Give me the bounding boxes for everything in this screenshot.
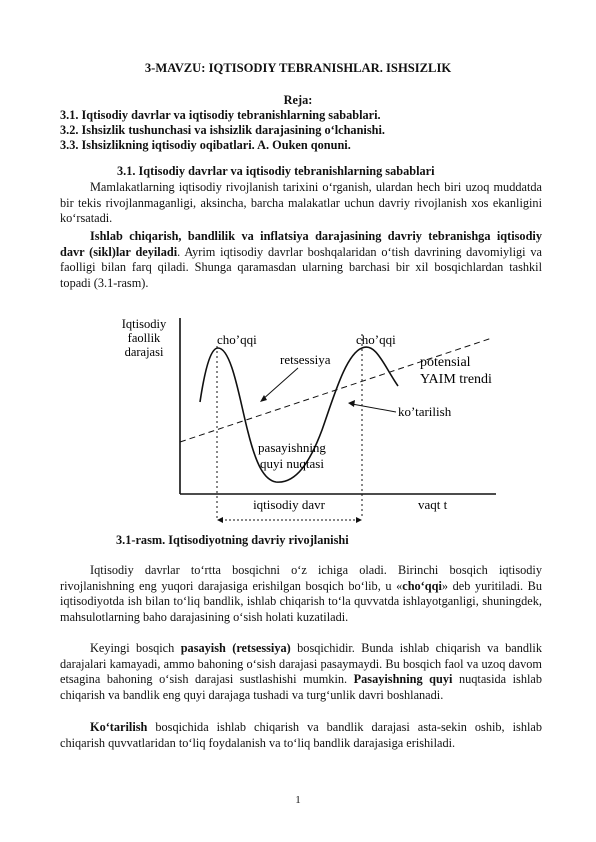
paragraph-4 <box>60 641 542 703</box>
paragraph-1: Mamlakatlarning iqtisodiy rivojlanish tarixini o‘rganish, ulardan hech biri uzoq muddatda bir tekis rivojlanmaganligi, aksincha, barcha malakatlar uchun davriy rivojlanish xos ekanligini ko‘rsatadi. <box>60 180 542 226</box>
reja-item: 3.2. Ishsizlik tushunchasi va ishsizlik darajasining o‘lchanishi. <box>60 123 385 137</box>
page-number: 1 <box>295 794 301 806</box>
peak-label: cho’qqi <box>217 332 257 347</box>
peak-term: cho‘qqi <box>402 578 442 593</box>
reja-heading: Reja: <box>283 93 313 107</box>
page-title: 3-MAVZU: IQTISODIY TEBRANISHLAR. ISHSIZLIK <box>144 61 452 75</box>
arrowhead <box>217 517 223 523</box>
paragraph-3 <box>60 563 542 625</box>
y-axis-label-line: Iqtisodiy <box>121 317 167 331</box>
paragraph-4-text: nuqtasida ishlab chiqarish va bandlik eng quyi darajaga tushadi va turg‘unlik davri boshlanadi. <box>60 672 542 702</box>
recovery-pointer <box>352 404 396 412</box>
business-cycle-figure <box>100 312 520 528</box>
reja-item: 3.3. Ishsizlikning iqtisodiy oqibatlari. A. Ouken qonuni. <box>60 138 351 152</box>
y-axis-label-line: faollik <box>127 331 161 345</box>
paragraph-3-text: Iqtisodiy davrlar to‘rtta bosqichni o‘z ichiga oladi. Birinchi bosqich iqtisodiy rivojlanishning eng yuqori darajasiga erishilgan bosqich bo‘lib, u « <box>60 563 542 593</box>
reja-item: 3.1. Iqtisodiy davrlar va iqtisodiy tebranishlarning sabablari. <box>60 108 381 122</box>
x-axis-label: vaqt t <box>418 497 448 512</box>
paragraph-2-text: . Ayrim iqtisodiy davrlar boshqalaridan o‘tish davrining davomiyligi va faolligi bilan farq qiladi. Shunga qaramasdan ularning barchasi bir xil bosqichlardan tashkil topadi (3.1-rasm). <box>60 244 542 290</box>
arrowhead <box>356 517 362 523</box>
arrowhead <box>348 400 355 407</box>
paragraph-5-text: bosqichida ishlab chiqarish va bandlik darajasi asta-sekin oshib, ishlab chiqarish quvvatlaridan to‘liq foydalanish va to‘liq bandlik darajasiga erishiladi. <box>60 720 542 750</box>
recovery-term: Ko‘tarilish <box>90 720 148 734</box>
figure-caption: 3.1-rasm. Iqtisodiyotning davriy rivojlanishi <box>116 533 349 547</box>
trough-term: Pasayishning quyi <box>353 672 453 687</box>
recession-pointer <box>262 368 298 400</box>
recession-term: pasayish (retsessiya) <box>180 641 291 655</box>
definition-text: Ishlab chiqarish, bandlilik va inflatsiya darajasining davriy tebranishga iqtisodiy davr (sikl)lar deyiladi <box>60 229 542 259</box>
paragraph-5 <box>60 720 542 751</box>
trend-label-line: YAIM trendi <box>420 372 492 387</box>
paragraph-2 <box>60 229 542 291</box>
trough-label-line: pasayishning <box>258 440 326 455</box>
peak-label: cho’qqi <box>356 332 396 347</box>
recession-label: retsessiya <box>280 352 331 367</box>
paragraph-4-text: bosqichidir. Bunda ishlab chiqarish va bandlik darajalari kamayadi, ammo bahoning o‘sish darajasi pasaymaydi. Bu bosqich faol va uzoq davom etsagina bahoning o‘sish darajasi sustlashishi mumkin. <box>60 641 542 687</box>
section-heading: 3.1. Iqtisodiy davrlar va iqtisodiy tebranishlarning sabablari <box>117 164 435 178</box>
y-axis-label-line: darajasi <box>124 345 164 359</box>
recovery-label: ko’tarilish <box>398 404 452 419</box>
trough-label-line: quyi nuqtasi <box>260 456 324 471</box>
cycle-label: iqtisodiy davr <box>253 497 325 512</box>
trend-label-line: potensial <box>420 355 471 370</box>
paragraph-3-text: » deb yuritiladi. Bu iqtisodiyotda ish bilan to‘liq bandlik, ishlab chiqarish to‘la quvvatda ishlayotganligi, shuningdek, mahsulotlarning baho darajasining o‘sish holati kuzatiladi. <box>60 578 542 624</box>
paragraph-4-text: Keyingi bosqich <box>90 641 181 655</box>
